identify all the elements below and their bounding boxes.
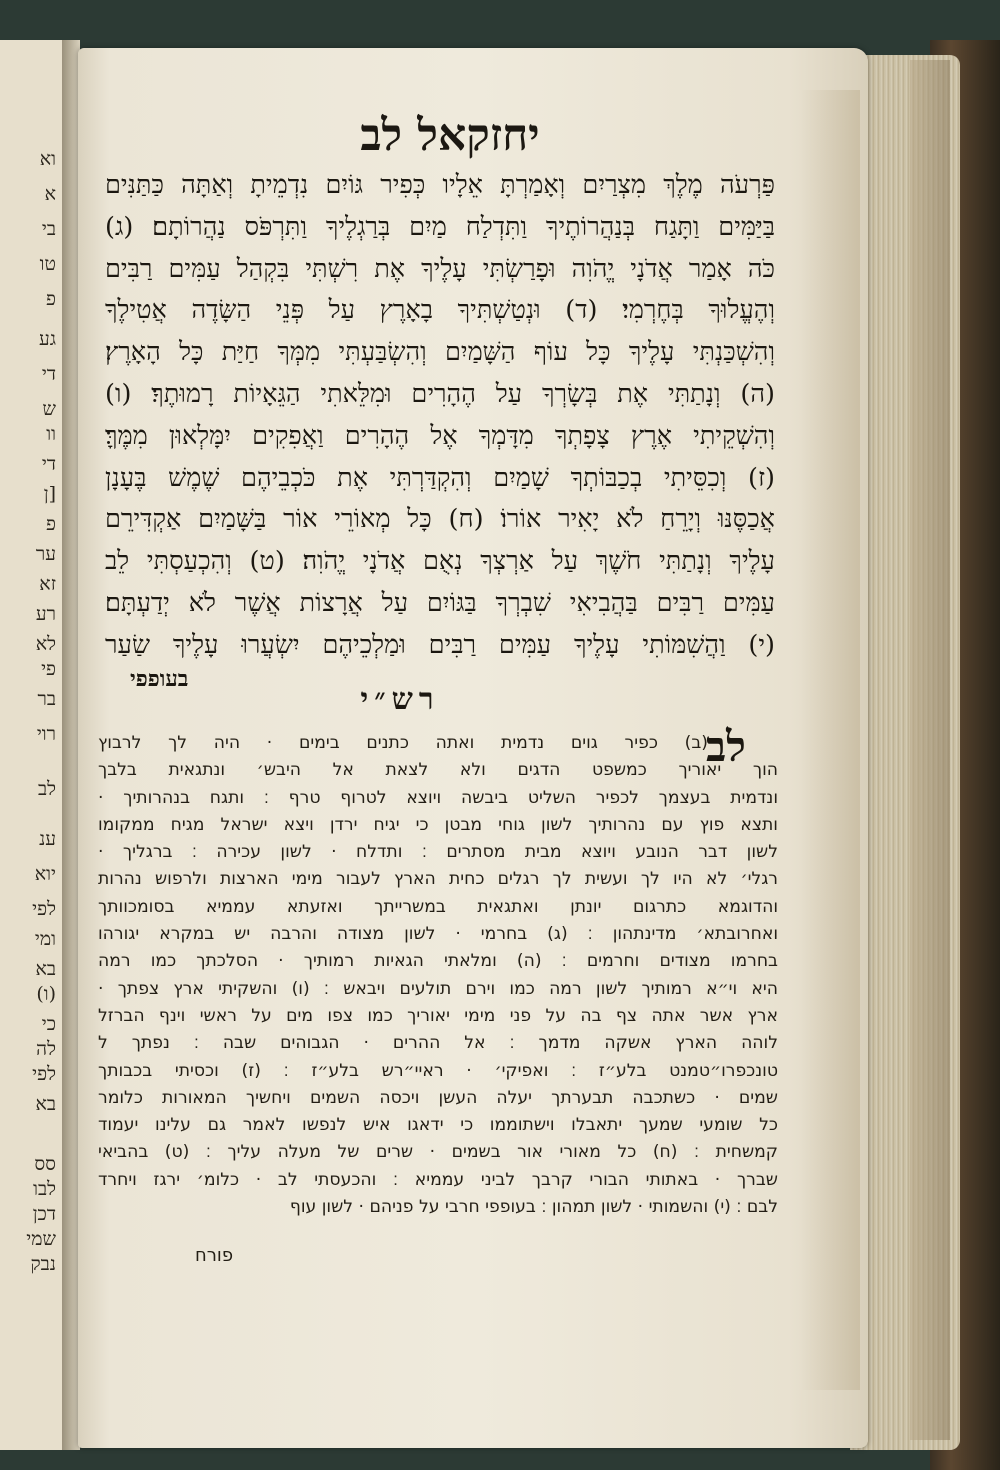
left-page-text-fragment: בי: [41, 218, 56, 240]
left-page-text-fragment: ומי: [34, 928, 56, 950]
scripture-line: פַּרְעֹה מֶלֶךְ מִצְרַיִם וְאָמַרְתָּ אֵלָיו כְּפִיר גּוֹיִם נִדְמֵיתָ וְאַתָּה כַּתַּנִּים: [105, 170, 775, 200]
scripture-text: [105, 165, 775, 667]
left-page-text-fragment: [ן: [43, 483, 56, 505]
rashi-chapter-mark: לב: [706, 722, 746, 771]
rashi-line: לבם ׃ (י) והשמותי · לשון תמהון ׃ בעופפי חרבי על פניהם · לשון עוף: [289, 1197, 778, 1218]
left-page-text-fragment: לפי: [32, 898, 56, 920]
left-page-text-fragment: די: [41, 363, 56, 385]
rashi-line: לוהה הארץ אשקה מדמך ׃ אל ההרים · הגבוהים שבה ׃ נפתך ל: [98, 1033, 778, 1054]
scripture-line: בַּיַּמִּים וַתָּגַח בְּנַהֲרוֹתֶיךָ וַתִּדְלַח מַיִם בְּרַגְלֶיךָ וַתִּרְפֹּס נַהֲרוֹתָם׃ (ג): [105, 211, 775, 242]
catchword-rashi: פורח: [195, 1245, 234, 1266]
left-page-text-fragment: (ו): [36, 983, 56, 1005]
left-page-text-fragment: זא: [39, 573, 56, 595]
rashi-line: שמים · כשתכבה תבערתך יעלה העשן ויכסה השמים ויחשיך המאורות כלומר: [98, 1087, 778, 1108]
scripture-line: עַמִּים רַבִּים בַּהֲבִיאִי שִׁבְרְךָ בַּגּוֹיִם עַל אֲרָצוֹת אֲשֶׁר לֹא יְדַעְתָּם׃: [105, 587, 775, 618]
rashi-line: ארץ אשר אתה צף בה על פני מימי יאוריך כמו צפו מים על ראשי וינף הברזל: [98, 1005, 778, 1026]
rashi-line: ונדמית בעצמך לכפיר השליט ביבשה ויוצא לטרוף טרף ׃ ותגח בנהרותיך ·: [98, 787, 778, 808]
left-page-text-fragment: טו: [39, 253, 56, 275]
scripture-line: וְהֶעֱלוּךָ בְּחֶרְמִי׃ (ד) וּנְטַשְׁתִּיךָ בָאָרֶץ עַל פְּנֵי הַשָּׂדֶה אֲטִילֶךָ: [105, 295, 775, 326]
scripture-line: וְהִשְׁקֵיתִי אֶרֶץ צָפָתְךָ מִדָּמְךָ אֶל הֶהָרִים וַאֲפִקִים יִמָּלְאוּן מִמֶּךָּ׃: [105, 420, 775, 451]
rashi-line: לשון דבר הנובע ויוצא מבית מסתרים ׃ ותדלח · לשון עכירה ׃ ברגליך ·: [98, 842, 778, 863]
left-page-text-fragment: וא: [39, 148, 56, 170]
left-page-text-fragment: לה: [36, 1038, 56, 1060]
left-page-text-fragment: וו: [46, 423, 56, 445]
left-page-text-fragment: פ: [46, 513, 56, 535]
left-page-text-fragment: בא: [35, 1093, 56, 1115]
binding-strip: [910, 60, 950, 1440]
rashi-line: והדוגמא כתרגום יונתן ואתגאית במשרייתך ואזעתא עממיא בסומכוותך: [98, 896, 778, 917]
left-page-text-fragment: כי: [41, 1013, 56, 1035]
left-page-text-fragment: נבק: [30, 1253, 56, 1275]
scripture-line: (י) וַהֲשִׁמּוֹתִי עָלֶיךָ עַמִּים רַבִּים וּמַלְכֵיהֶם יִשְׂעֲרוּ עָלֶיךָ שַׂעַר: [105, 629, 775, 660]
left-page-text-fragment: פ: [46, 288, 56, 310]
left-page-text-fragment: בר: [37, 688, 56, 710]
left-page-text-fragment: לב: [37, 778, 56, 800]
left-page-text-fragment: די: [41, 453, 56, 475]
left-page-text-fragment: א: [44, 183, 56, 205]
scripture-line: עָלֶיךָ וְנָתַתִּי חֹשֶׁךְ עַל אַרְצְךָ נְאֻם אֲדֹנָי יֱהֹוִה׃ (ט) וְהִכְעַסְתִּי לֵב: [105, 546, 775, 577]
rashi-line: בחרמו מצודים וחרמים ׃ (ה) ומלאתי הגאיות רמותיך · הסלכתך כמו רמה: [98, 951, 778, 972]
left-page-fragment: [0, 40, 65, 1450]
rashi-line: כל שומעי שמעך יתאבלו וישתוממו כי ידאגו איש לנפשו לאמר גם עלינו יעמוד: [98, 1115, 778, 1136]
rashi-line: ותצא פוץ עם נהרותיך לשון גוחי מבטן כי יגיח ירדן ויצא ישראל מגיח ממקומו: [98, 814, 778, 835]
left-page-text-fragment: ענ: [39, 828, 56, 850]
left-page-text-fragment: בא: [35, 958, 56, 980]
scripture-line: (ז) וְכִסֵּיתִי בְכַבּוֹתְךָ שָׁמַיִם וְהִקְדַּרְתִּי אֶת כֹּכְבֵיהֶם שֶׁמֶשׁ בֶּעָנָן: [105, 462, 775, 493]
scripture-line: אֲכַסֶּנּוּ וְיָרֵחַ לֹא יָאִיר אוֹרוֹ׃ (ח) כָּל מְאוֹרֵי אוֹר בַּשָּׁמַיִם אַקְדִּירֵם: [105, 504, 775, 535]
rashi-line: קמשחית ׃ (ח) כל מאורי אור בשמים · שרים של מעלה עליך ׃ (ט) בהביאי: [98, 1142, 778, 1163]
scripture-line: (ה) וְנָתַתִּי אֶת בְּשָׂרְךָ עַל הֶהָרִים וּמִלֵּאתִי הַגֵּאָיוֹת רָמוּתֶךָ׃ (ו): [105, 378, 775, 409]
left-page-text-fragment: שמי: [26, 1228, 56, 1250]
left-page-text-fragment: פי: [41, 658, 56, 680]
left-page-text-fragment: גע: [38, 328, 56, 350]
rashi-line: הוך יאוריך כמשפט הדגים ולא לצאת אל היבש׳ ונתגאית בלבך: [98, 760, 778, 781]
left-page-text-fragment: לפי: [32, 1063, 56, 1085]
rashi-line: טונכפרו״טמנט בלע״ז ׃ ואפיקי׳ · ראיי״רש בלע״ז ׃ (ז) וכסיתי בכבותך: [98, 1060, 778, 1081]
left-page-text-fragment: סס: [34, 1153, 56, 1175]
left-page-text-fragment: לא: [35, 633, 56, 655]
left-page-text-fragment: רע: [35, 603, 56, 625]
rashi-line: (ב) כפיר גוים נדמית ואתה כתנים בימים · היה לך לרבוץ: [98, 733, 708, 753]
rashi-line: רגלי׳ לא היו לך ועשית לך רגלים כחית הארץ לעבור מימי הארצות ולרפוש נהרות: [98, 869, 778, 890]
page-shading: [800, 90, 860, 1390]
rashi-line: היא וי״א רמותיך לשון רמה כמו וירם תולעים ויבאש ׃ (ו) והשקיתי ארץ צפתך ·: [98, 978, 778, 999]
catchword-main: בעופפי: [130, 666, 189, 692]
rashi-line: ואחרובתא׳ מדינתהון ׃ (ג) בחרמי · לשון מצודה והרבה יש במקרא יגורהו: [98, 924, 778, 945]
left-page-text-fragment: יוא: [34, 863, 56, 885]
scripture-line: וְהִשְׁכַּנְתִּי עָלֶיךָ כָּל עוֹף הַשָּׁמַיִם וְהִשְׂבַּעְתִּי מִמְּךָ חַיַּת כָּל הָאָרֶץ׃: [105, 337, 775, 368]
rashi-title: רש״י: [360, 682, 440, 717]
left-page-text-fragment: דכן: [32, 1203, 56, 1225]
rashi-commentary: [98, 730, 778, 1221]
left-page-text-fragment: רוי: [36, 723, 56, 745]
left-page-text-fragment: ש: [42, 398, 56, 420]
rashi-line: שברך · באתותי הבורי קרבך לביני עממיא ׃ והכעסתי לב · כלומ׳ ירגז ויחרד: [98, 1169, 778, 1190]
left-page-text-fragment: ער: [35, 543, 56, 565]
scripture-line: כֹּה אָמַר אֲדֹנָי יֱהֹוִה וּפָרַשְׂתִּי עָלֶיךָ אֶת רִשְׁתִּי בִּקְהַל עַמִּים רַבִּים: [105, 253, 775, 284]
page-heading: יחזקאל לב: [360, 110, 540, 161]
left-page-text-fragment: לבו: [33, 1178, 56, 1200]
